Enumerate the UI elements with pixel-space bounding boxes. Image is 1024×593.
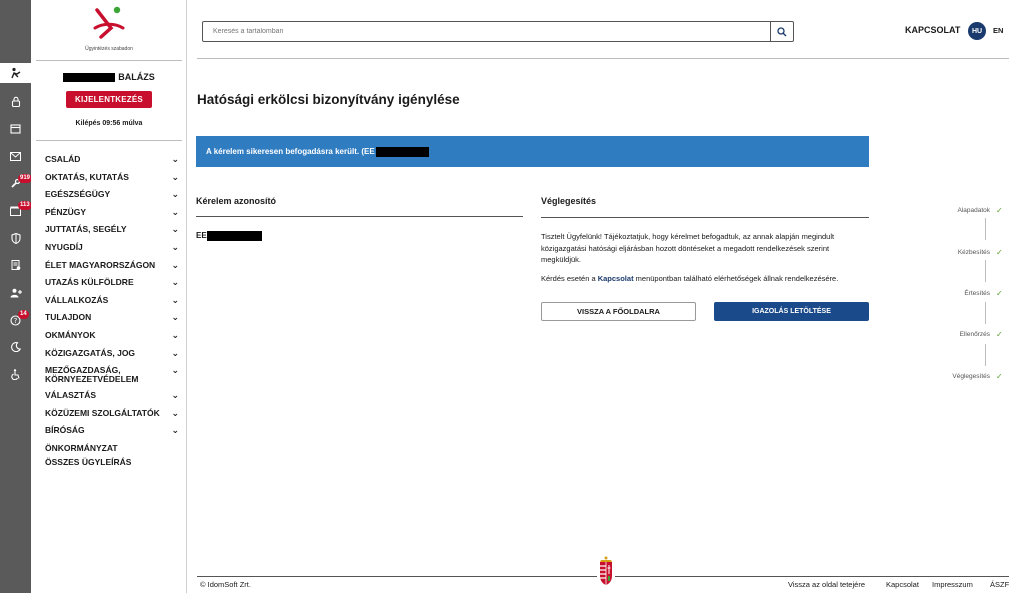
step-connector: [985, 260, 986, 282]
menu-item-nyugdij[interactable]: [45, 242, 179, 260]
menu-item-label: NYUGDÍJ: [45, 241, 83, 252]
menu-item-label: ÉLET MAGYARORSZÁGON: [45, 259, 156, 270]
menu-item-label: MEZŐGAZDASÁG, KÖRNYEZETVÉDELEM: [45, 365, 139, 385]
menu-item-label: ÖNKORMÁNYZAT: [45, 442, 118, 453]
menu-item-oktatas[interactable]: [45, 172, 179, 190]
info-paragraph: Tisztelt Ügyfelünk! Tájékoztatjuk, hogy kérelmet befogadtuk, az annak alapján megindult közigazgatási hatósági eljárásban hozott döntéseket a megadott rendelkezések szerint megküldjük.: [541, 232, 835, 265]
menu-item-osszes[interactable]: [45, 457, 179, 472]
step-label: Véglegesítés: [952, 373, 990, 380]
archive-icon[interactable]: [0, 201, 31, 221]
help-icon[interactable]: [0, 310, 31, 330]
help-badge: 14: [20, 311, 27, 317]
alert-text: A kérelem sikeresen befogadásra került. (EE: [206, 147, 375, 156]
menu-item-okmanyok[interactable]: [45, 330, 179, 348]
paragraph-text: menüpontban található elérhetőségek állnak rendelkezésére.: [633, 274, 839, 283]
menu-item-label: PÉNZÜGY: [45, 206, 87, 217]
footer-link-contact[interactable]: Kapcsolat: [886, 580, 919, 589]
menu-item-label: OKTATÁS, KUTATÁS: [45, 171, 129, 182]
menu-item-utazas[interactable]: [45, 277, 179, 295]
step-connector: [985, 344, 986, 366]
menu-item-mezogazdasag[interactable]: [45, 365, 179, 390]
moon-icon[interactable]: [0, 337, 31, 357]
category-menu: [45, 154, 179, 472]
footer-copyright: © IdomSoft Zrt.: [200, 580, 251, 589]
menu-item-label: CSALÁD: [45, 154, 81, 164]
menu-item-label: JUTTATÁS, SEGÉLY: [45, 224, 127, 235]
menu-item-label: VÁLASZTÁS: [45, 390, 96, 401]
menu-item-elet[interactable]: [45, 260, 179, 278]
user-name-text: BALÁZS: [118, 72, 155, 82]
menu-item-kozigazgatas[interactable]: [45, 348, 179, 366]
step-kezbesites: [957, 248, 1003, 257]
menu-item-vallalkozas[interactable]: [45, 295, 179, 313]
chevron-down-icon: ⌄: [171, 347, 179, 358]
menu-item-csalad[interactable]: [45, 154, 179, 172]
paragraph-text: Kérdés esetén a: [541, 274, 598, 283]
divider: [36, 60, 182, 61]
divider: [196, 216, 523, 217]
back-to-home-button[interactable]: VISSZA A FŐOLDALRA: [541, 302, 696, 321]
menu-item-label: TULAJDON: [45, 312, 92, 323]
logo-icon: [91, 6, 127, 40]
chevron-down-icon: ⌄: [171, 241, 179, 252]
chevron-down-icon: ⌄: [171, 390, 179, 401]
redacted-id: [376, 147, 429, 157]
user-name: [31, 72, 187, 82]
step-connector: [985, 302, 986, 324]
session-expire-text: Kilépés 09:56 múlva: [75, 120, 143, 127]
step-label: Kézbesítés: [957, 249, 990, 256]
menu-item-egeszsegugy[interactable]: [45, 189, 179, 207]
search-box: [202, 21, 794, 42]
finalize-heading: Véglegesítés: [541, 196, 597, 206]
step-alapadatok: [957, 206, 1003, 215]
person-icon[interactable]: [0, 63, 31, 83]
check-icon: ✓: [996, 330, 1003, 339]
menu-item-label: BÍRÓSÁG: [45, 425, 85, 436]
search-button[interactable]: [770, 22, 793, 41]
document-icon[interactable]: [0, 255, 31, 275]
lang-en-button[interactable]: EN: [993, 26, 1004, 35]
menu-item-juttatas[interactable]: [45, 224, 179, 242]
footer-link-top[interactable]: Vissza az oldal tetejére: [788, 580, 865, 589]
redacted-id: [207, 231, 262, 241]
coat-of-arms-icon: [597, 552, 615, 588]
contact-paragraph: [541, 273, 841, 285]
step-veglegesites: [952, 372, 1003, 381]
request-id-value: [196, 231, 262, 241]
menu-item-label: OKMÁNYOK: [45, 329, 96, 340]
logout-button[interactable]: KIJELENTKEZÉS: [66, 91, 152, 108]
menu-item-birosag[interactable]: [45, 425, 179, 443]
chevron-down-icon: ⌄: [171, 294, 179, 305]
step-label: Értesítés: [964, 290, 990, 297]
step-label: Alapadatok: [957, 207, 990, 214]
chevron-down-icon: ⌄: [171, 189, 179, 200]
chevron-down-icon: ⌄: [171, 425, 179, 436]
menu-item-label: KÖZIGAZGATÁS, JOG: [45, 347, 136, 358]
icon-sidebar: [0, 0, 31, 593]
svg-text:?: ?: [13, 316, 18, 325]
chevron-down-icon: ⌄: [171, 154, 179, 164]
menu-item-penzugy[interactable]: [45, 207, 179, 225]
lang-hu-button[interactable]: HU: [968, 22, 986, 40]
archive-badge: 113: [20, 202, 30, 208]
menu-item-label: KÖZÜZEMI SZOLGÁLTATÓK: [45, 407, 160, 418]
shield-icon[interactable]: [0, 228, 31, 248]
tools-badge: 919: [20, 175, 31, 181]
check-icon: ✓: [996, 372, 1003, 381]
footer-link-aszf[interactable]: ÁSZF: [990, 580, 1010, 589]
menu-item-kozuzemi[interactable]: [45, 408, 179, 426]
step-label: Ellenőrzés: [959, 331, 990, 338]
add-user-icon[interactable]: [0, 283, 31, 303]
menu-item-valasztas[interactable]: [45, 390, 179, 408]
mail-icon[interactable]: [0, 146, 31, 166]
accessibility-icon[interactable]: [0, 364, 31, 384]
divider: [541, 217, 869, 218]
footer-link-impresszum[interactable]: Impresszum: [932, 580, 973, 589]
contact-inline-link[interactable]: Kapcsolat: [597, 274, 634, 283]
request-id-heading: Kérelem azonosító: [196, 196, 277, 206]
logo-tagline: Ügyintézés szabadon: [85, 46, 133, 52]
header-divider: [197, 58, 1009, 59]
page-title: Hatósági erkölcsi bizonyítvány igénylése: [197, 92, 460, 107]
menu-item-label: ÖSSZES ÜGYLEÍRÁS: [45, 457, 132, 468]
step-ertesites: [964, 289, 1003, 298]
check-icon: ✓: [996, 289, 1003, 298]
lock-icon[interactable]: [0, 91, 31, 111]
redacted-name: [63, 73, 115, 82]
contact-link[interactable]: KAPCSOLAT: [905, 25, 961, 35]
divider: [36, 140, 182, 141]
menu-item-onkormanyzat[interactable]: [45, 443, 179, 458]
menu-item-label: EGÉSZSÉGÜGY: [45, 189, 111, 200]
chevron-down-icon: ⌄: [171, 206, 179, 217]
check-icon: ✓: [996, 206, 1003, 215]
success-alert: [196, 136, 869, 167]
download-certificate-button[interactable]: IGAZOLÁS LETÖLTÉSE: [714, 302, 869, 321]
chevron-down-icon: ⌄: [171, 329, 179, 340]
menu-item-tulajdon[interactable]: [45, 312, 179, 330]
site-logo[interactable]: [71, 6, 147, 52]
menu-item-label: UTAZÁS KÜLFÖLDRE: [45, 277, 134, 288]
step-connector: [985, 218, 986, 240]
chevron-down-icon: ⌄: [171, 407, 179, 418]
request-id-prefix: EE: [196, 231, 207, 241]
menu-item-label: VÁLLALKOZÁS: [45, 294, 109, 305]
check-icon: ✓: [996, 248, 1003, 257]
calendar-icon[interactable]: [0, 118, 31, 138]
search-input[interactable]: [203, 22, 771, 41]
chevron-down-icon: ⌄: [171, 259, 179, 270]
wrench-icon[interactable]: [0, 173, 31, 193]
step-ellenorzes: [959, 330, 1003, 339]
chevron-down-icon: ⌄: [171, 365, 179, 376]
sidebar: [31, 0, 187, 593]
search-icon: [777, 27, 787, 37]
chevron-down-icon: ⌄: [171, 277, 179, 288]
chevron-down-icon: ⌄: [171, 171, 179, 182]
chevron-down-icon: ⌄: [171, 224, 179, 235]
chevron-down-icon: ⌄: [171, 312, 179, 323]
